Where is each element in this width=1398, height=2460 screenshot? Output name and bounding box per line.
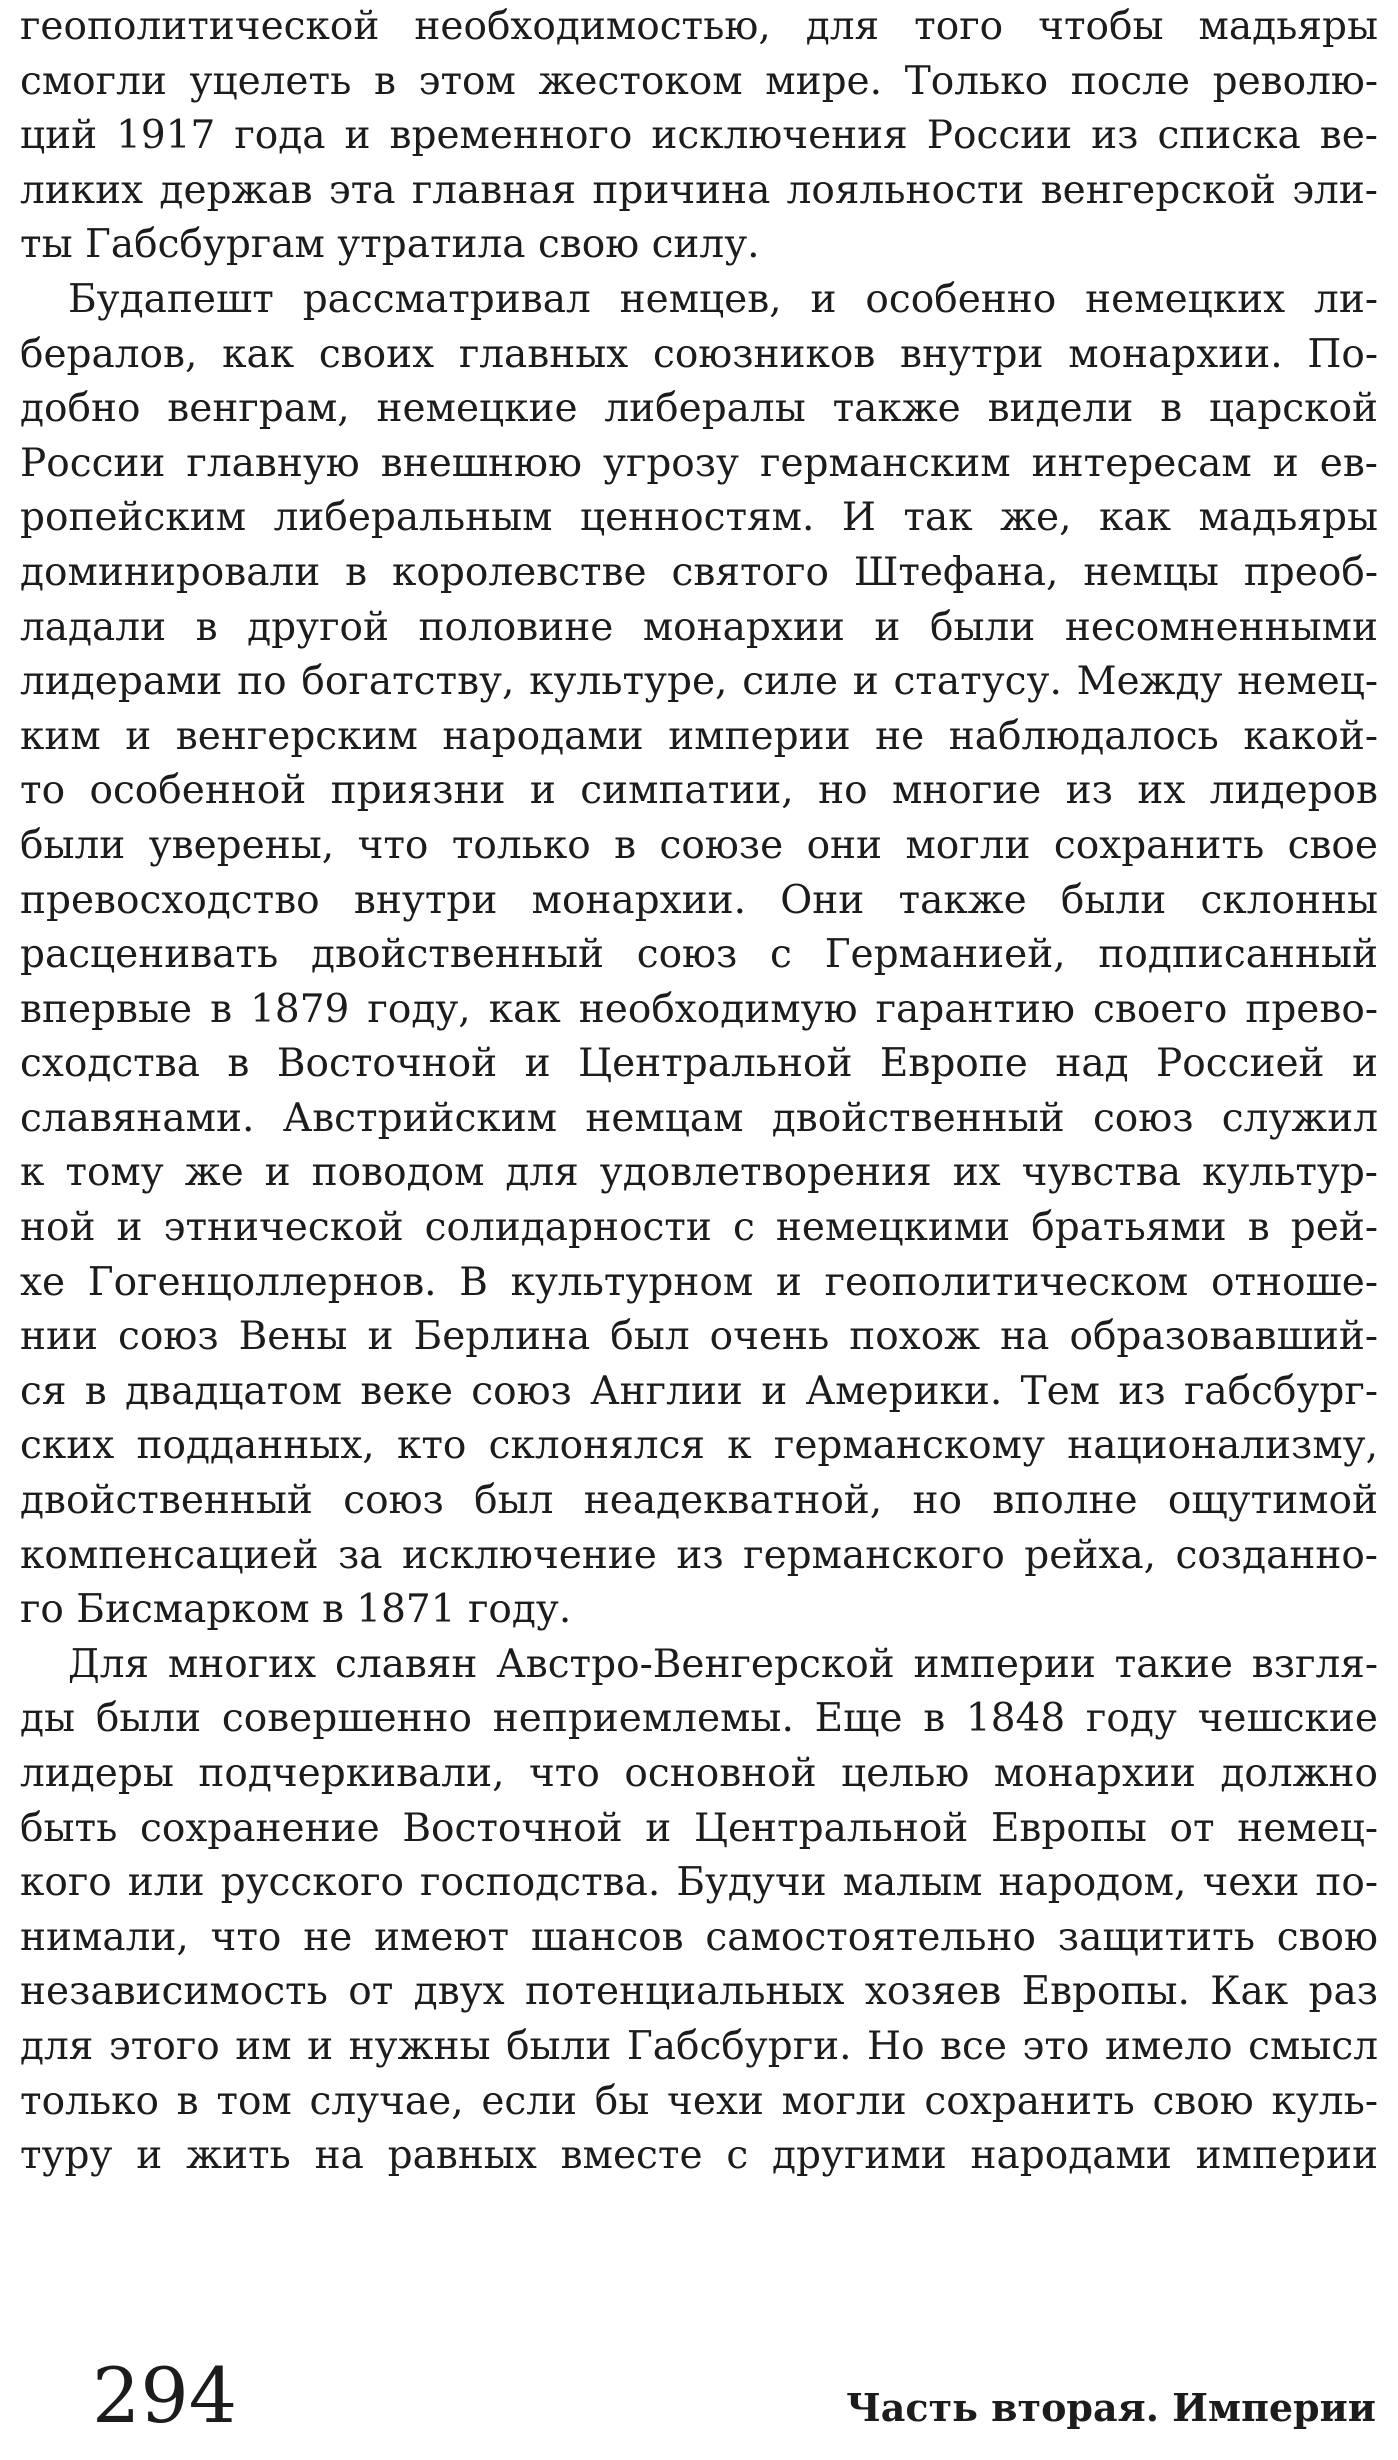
text-line: быть сохранение Восточной и Центральной Европы от немец- (20, 1805, 1378, 1851)
text-line: геополитической необходимостью, для того чтобы мадьяры (20, 4, 1378, 49)
text-line: только в том случае, если бы чехи могли сохранить свою куль- (20, 2078, 1378, 2124)
page-footer (0, 2346, 1398, 2456)
text-line: доминировали в королевстве святого Штефана, немцы преоб- (20, 549, 1378, 595)
text-line: превосходство внутри монархии. Они также были склонны (20, 877, 1378, 923)
text-line: то особенной приязни и симпатии, но многие из их лидеров (20, 768, 1378, 814)
text-line: добно венграм, немецкие либералы также видели в царской (20, 386, 1378, 432)
text-line: хе Гогенцоллернов. В культурном и геополитическом отноше- (20, 1259, 1378, 1305)
paragraph-start-line: Для многих славян Австро-Венгерской империи такие взгля- (68, 1641, 1378, 1687)
text-line: расценивать двойственный союз с Германией, подписанный (20, 932, 1378, 978)
text-line: кого или русского господства. Будучи малым народом, чехи по- (20, 1860, 1378, 1906)
text-line: славянами. Австрийским немцам двойственный союз служил (20, 1095, 1378, 1141)
text-line: к тому же и поводом для удовлетворения их чувства культур- (20, 1150, 1378, 1196)
text-line: ды были совершенно неприемлемы. Еще в 1848 году чешские (20, 1696, 1378, 1742)
paragraph-start-line: Будапешт рассматривал немцев, и особенно немецких ли- (68, 276, 1378, 322)
text-line: сходства в Восточной и Центральной Европе над Россией и (20, 1041, 1378, 1087)
text-line: России главную внешнюю угрозу германским интересам и ев- (20, 440, 1378, 486)
text-line: двойственный союз был неадекватной, но вполне ощутимой (20, 1478, 1378, 1524)
text-line: нии союз Вены и Берлина был очень похож на образовавший- (20, 1314, 1378, 1360)
text-line: ной и этнической солидарности с немецкими братьями в рей- (20, 1205, 1378, 1251)
text-line: бералов, как своих главных союзников внутри монархии. По- (20, 331, 1378, 377)
text-line: компенсацией за исключение из германского рейха, созданно- (20, 1532, 1378, 1578)
text-line: ских подданных, кто склонялся к германскому национализму, (20, 1423, 1378, 1469)
text-line: ций 1917 года и временного исключения России из списка ве- (20, 113, 1378, 159)
page-number: 294 (92, 2351, 238, 2440)
running-head: Часть вторая. Империи (846, 2385, 1376, 2430)
paragraph-end-line: го Бисмарком в 1871 году. (20, 1587, 572, 1633)
text-line: туру и жить на равных вместе с другими народами империи (20, 2133, 1378, 2179)
text-line: независимость от двух потенциальных хозяев Европы. Как раз (20, 1969, 1378, 2015)
text-line: были уверены, что только в союзе они могли сохранить свое (20, 822, 1378, 868)
text-line: ропейским либеральным ценностям. И так же, как мадьяры (20, 495, 1378, 541)
text-line: лидеры подчеркивали, что основной целью монархии должно (20, 1751, 1378, 1796)
text-line: нимали, что не имеют шансов самостоятельно защитить свою (20, 1914, 1378, 1960)
text-line: ся в двадцатом веке союз Англии и Америки. Тем из габсбург- (20, 1368, 1378, 1414)
text-line: смогли уцелеть в этом жестоком мире. Только после револю- (20, 58, 1378, 104)
text-line: лидерами по богатству, культуре, силе и статусу. Между немец- (20, 659, 1378, 705)
text-line: впервые в 1879 году, как необходимую гарантию своего прево- (20, 986, 1378, 1032)
text-line: ким и венгерским народами империи не наблюдалось какой- (20, 713, 1378, 759)
paragraph-end-line: ты Габсбургам утратила свою силу. (20, 222, 760, 268)
text-line: ликих держав эта главная причина лояльности венгерской эли- (20, 167, 1378, 213)
body-text (20, 0, 1378, 2184)
text-line: ладали в другой половине монархии и были несомненными (20, 604, 1378, 650)
text-line: для этого им и нужны были Габсбурги. Но все это имело смысл (20, 2023, 1378, 2069)
